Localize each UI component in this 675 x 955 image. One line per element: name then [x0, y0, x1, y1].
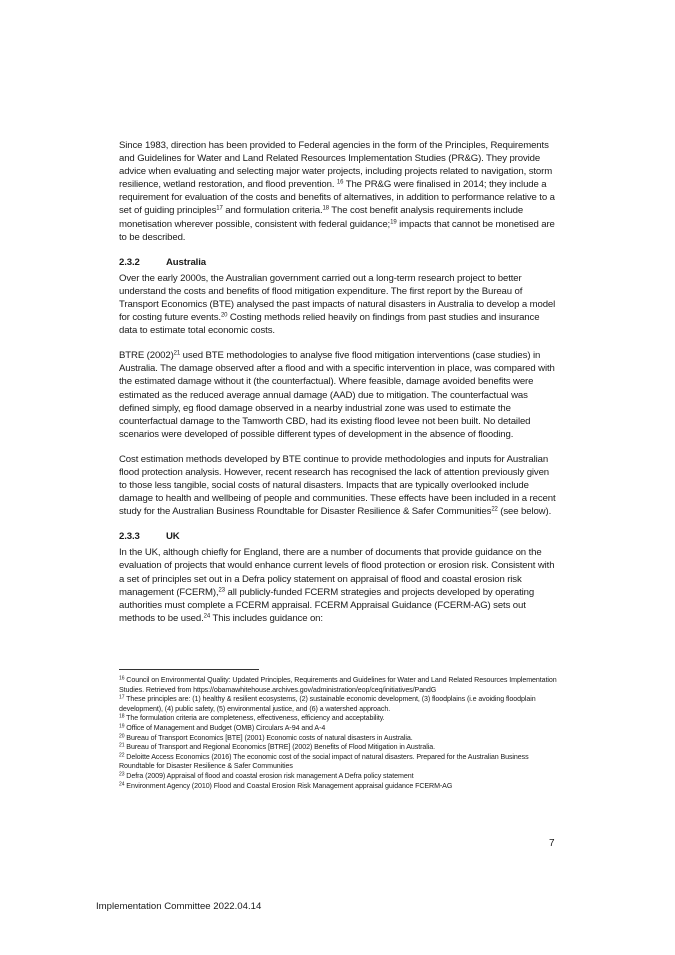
footnotes	[119, 676, 564, 791]
section-number: 2.3.2	[119, 256, 140, 268]
footnote-ref-18: 18	[322, 205, 329, 212]
footnote-ref-23: 23	[218, 587, 225, 594]
paragraph-australia-bte: Over the early 2000s, the Australian government carried out a long-term research project to better understand the costs and benefits of flood mitigation expenditure. The first report by the Bureau of Transport Economics (BTE) analysed the past impacts of natural disasters in Australia to develop a model for costing future events.$^{20}$ Costing methods relied heavily on findings from past studies and insurance data to estimate total economic costs.	[119, 272, 556, 337]
section-title: UK	[166, 531, 180, 543]
footnote: $^{19}$ Office of Management and Budget (OMB) Circulars A-94 and A-4	[119, 723, 326, 732]
footnote-ref-19: 19	[390, 219, 397, 226]
footnote: $^{17}$ These principles are: (1) healthy & resilient ecosystems, (2) sustainable economic development, (3) floodplains (i.e avoiding floodplain development), (4) public safety, (5) environmental justice, and (6) a watershed approach.	[119, 694, 536, 713]
footnote: $^{22}$ Deloitte Access Economics (2016) The economic cost of the social impact of natural disasters. Prepared for the Australian Business Roundtable for Disaster Resilience & Safer Communities	[119, 752, 529, 771]
footnote-ref-20: 20	[220, 312, 228, 319]
page-footer: Implementation Committee 2022.04.14	[96, 901, 262, 912]
paragraph-us-prg: Since 1983, direction has been provided to Federal agencies in the form of the Principles, Requirements and Guidelines for Water and Land Related Resources Implementation Studies (PR&G). They provide advice when evaluating and selecting major water projects, including projects related to navigation, storm resilience, wetland restoration, and flood prevention. $^{16}$ The PR&G were finalised in 2014; they include a requirement for evaluation of the costs and benefits of alternatives, in addition to performance relative to a set of guiding principles$^{17}$ and formulation criteria.$^{18}$ The cost benefit analysis requirements include monetisation wherever possible, consistent with federal guidance;$^{19}$ impacts that cannot be monetised are to be described.	[119, 140, 555, 243]
section-heading-uk	[119, 530, 559, 543]
footnote-ref-21: 21	[173, 350, 181, 357]
footnote: $^{16}$ Council on Environmental Quality: Updated Principles, Requirements and Guidelines for Water and Land Related Resources Implementation Studies. Retrieved from https://obamawhitehouse.archives.gov/administration/eop/ceq/initiatives/PandG	[119, 675, 557, 694]
footnote: $^{18}$ The formulation criteria are completeness, effectiveness, efficiency and acceptability.	[119, 713, 385, 723]
footnote: $^{24}$ Environment Agency (2010) Flood and Coastal Erosion Risk Management appraisal guidance FCERM-AG	[119, 781, 453, 790]
section-number: 2.3.3	[119, 531, 140, 543]
footnote-ref-16: 16	[336, 179, 344, 186]
footnote: $^{20}$ Bureau of Transport Economics [BTE] (2001) Economic costs of natural disasters in Australia.	[119, 733, 413, 742]
footnote: $^{23}$ Defra (2009) Appraisal of flood and coastal erosion risk management A Defra policy statement	[119, 771, 414, 780]
footnote-ref-24: 24	[203, 613, 211, 620]
paragraph-uk-fcerm: In the UK, although chiefly for England, there are a number of documents that provide guidance on the evaluation of projects that would enhance current levels of flood protection or erosion risk. Consistent with a set of principles set out in a Defra policy statement on appraisal of flood and coastal erosion risk management (FCERM),$^{23}$ all publicly-funded FCERM strategies and projects developed by operating authorities must complete a FCERM appraisal. FCERM Appraisal Guidance (FCERM-AG) sets out methods to be used.$^{24}$ This includes guidance on:	[119, 547, 555, 624]
footnote-ref-17: 17	[216, 205, 223, 212]
section-title: Australia	[166, 256, 206, 268]
body-content	[119, 139, 559, 637]
paragraph-cost-estimation: Cost estimation methods developed by BTE continue to provide methodologies and inputs for Australian flood protection analysis. However, recent research has recognised the lack of attention previously given to those less tangible, social costs of natural disasters. Impacts that are typically overlooked include damage to health and wellbeing of people and communities. These effects have been included in a recent study for the Australian Business Roundtable for Disaster Resilience & Safer Communities$^{22}$ (see below).	[119, 453, 556, 518]
footnote-ref-22: 22	[491, 506, 498, 513]
footnote: $^{21}$ Bureau of Transport and Regional Economics [BTRE] (2002) Benefits of Flood Mitigation in Australia.	[119, 742, 436, 752]
page-number: 7	[549, 838, 555, 849]
footnote-separator	[119, 669, 259, 670]
section-heading-australia	[119, 256, 559, 269]
paragraph-btre: BTRE $(2002)^{21}$ used BTE methodologies to analyse five flood mitigation interventions (case studies) in Australia. The damage observed after a flood and with a specific intervention in place, was compared with the estimated damage without it (the counterfactual). Where feasible, damage avoided benefits were estimated as the reduced average annual damage (AAD) due to mitigation. The counterfactual was defined simply, eg flood damage observed in a nearby industrial zone was used to estimate the counterfactual damage to the Tamworth CBD, had its existing flood levee not been built. No detailed scenarios were developed of possible different types of development in the absence of flooding.	[119, 350, 555, 440]
